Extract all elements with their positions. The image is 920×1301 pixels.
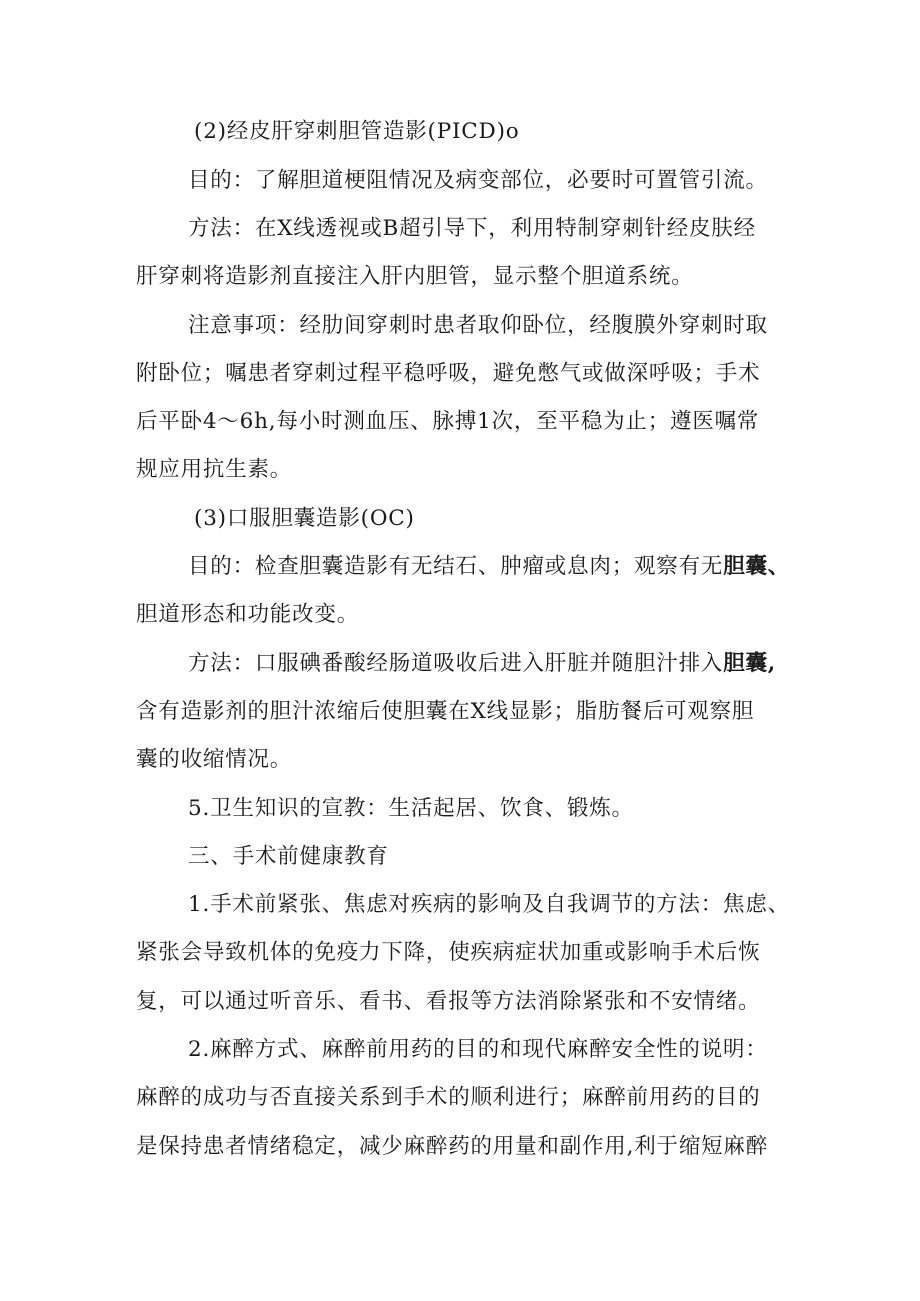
picd-notes-line-1: 注意事项：经肋间穿刺时患者取仰卧位，经腹膜外穿刺时取 bbox=[188, 313, 768, 338]
oc-method-emphasis: 胆囊, bbox=[723, 651, 777, 676]
oc-method-line-2: 含有造影剂的胆汁浓缩后使胆囊在X线显影；脂肪餐后可观察胆 bbox=[136, 699, 755, 724]
preop-anxiety-line-2: 紧张会导致机体的免疫力下降，使疾病症状加重或影响手术后恢 bbox=[136, 940, 761, 965]
oc-purpose-text: 目的：检查胆囊造影有无结石、肿瘤或息肉；观察有无 bbox=[188, 554, 724, 579]
picd-method-line-2: 肝穿刺将造影剂直接注入肝内胆管，显示整个胆道系统。 bbox=[136, 264, 694, 289]
picd-notes-line-3: 后平卧4～6h,每小时测血压、脉搏1次，至平稳为止；遵医嘱常 bbox=[136, 409, 760, 434]
anesthesia-line-3: 是保持患者情绪稳定，减少麻醉药的用量和副作用,利于缩短麻醉 bbox=[136, 1134, 769, 1159]
oc-method-text: 方法：口服碘番酸经肠道吸收后进入肝脏并随胆汁排入 bbox=[188, 651, 724, 676]
picd-notes-line-2: 附卧位；嘱患者穿刺过程平稳呼吸，避免憋气或做深呼吸；手术 bbox=[136, 361, 761, 386]
picd-notes-line-4: 规应用抗生素。 bbox=[136, 457, 293, 482]
oc-purpose-emphasis: 胆囊、 bbox=[723, 554, 791, 579]
oc-method-line-1 bbox=[188, 649, 848, 679]
oc-method-line-3: 囊的收缩情况。 bbox=[136, 747, 293, 772]
picd-method-line-1: 方法：在X线透视或B超引导下，利用特制穿刺针经皮肤经 bbox=[188, 216, 756, 241]
oc-purpose-line-1 bbox=[188, 552, 848, 582]
picd-purpose: 目的：了解胆道梗阻情况及病变部位，必要时可置管引流。 bbox=[188, 168, 768, 193]
anesthesia-line-2: 麻醉的成功与否直接关系到手术的顺利进行；麻醉前用药的目的 bbox=[136, 1085, 761, 1110]
item-5-health-education: 5.卫生知识的宣教：生活起居、饮食、锻炼。 bbox=[188, 796, 634, 821]
preop-anxiety-line-1: 1.手术前紧张、焦虑对疾病的影响及自我调节的方法：焦虑、 bbox=[188, 892, 790, 917]
preop-anxiety-line-3: 复，可以通过听音乐、看书、看报等方法消除紧张和不安情绪。 bbox=[136, 989, 761, 1014]
anesthesia-line-1: 2.麻醉方式、麻醉前用药的目的和现代麻醉安全性的说明： bbox=[188, 1037, 768, 1062]
section-heading-picd: (2)经皮肝穿刺胆管造影(PICD)o bbox=[194, 119, 520, 144]
oc-purpose-line-2: 胆道形态和功能改变。 bbox=[136, 602, 360, 627]
part-3-heading: 三、手术前健康教育 bbox=[188, 844, 389, 869]
section-heading-oc: (3)口服胆囊造影(OC) bbox=[194, 506, 415, 531]
